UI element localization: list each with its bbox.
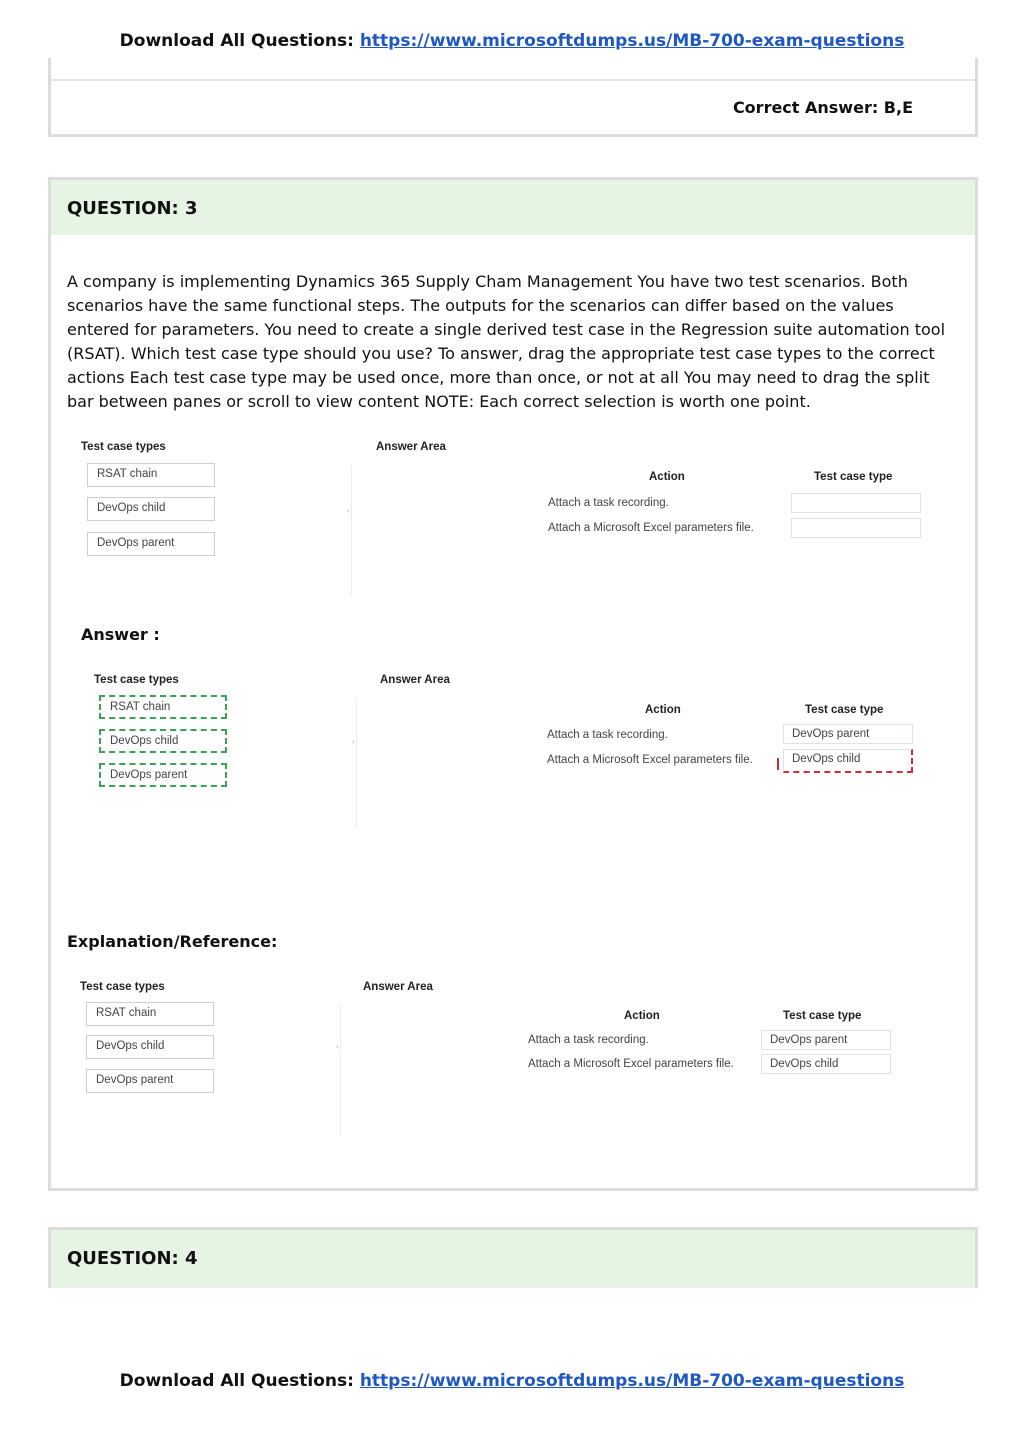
divider [51, 79, 975, 81]
answer-figure [51, 668, 975, 858]
split-grip-icon[interactable]: ‹ [352, 736, 355, 746]
tile-devops-parent[interactable]: DevOps parent [86, 1069, 214, 1093]
download-link[interactable]: https://www.microsoftdumps.us/MB-700-exam-questions [359, 31, 905, 51]
question-3-text: A company is implementing Dynamics 365 Supply Cham Management You have two test scenarios. Both scenarios have the same functional steps. The outputs for the scenarios can differ based on the values entered for parameters. You need to create a single derived test case in the Regression suite automation tool (RSAT). Which test case type should you use? To answer, drag the appropriate test case types to the correct actions Each test case type may be used once, more than once, or not at all You may need to drag the split bar between panes or scroll to view content NOTE: Each correct selection is worth one point. [67, 272, 946, 411]
download-label: Download All Questions: [119, 31, 354, 51]
download-link[interactable]: https://www.microsoftdumps.us/MB-700-exam-questions [359, 1371, 905, 1391]
question-4-card [48, 1227, 978, 1288]
previous-question-tail [48, 58, 978, 137]
explanation-figure [51, 975, 975, 1165]
explanation-slot-1[interactable]: DevOps parent [761, 1030, 891, 1050]
tile-devops-child[interactable]: DevOps child [87, 497, 215, 521]
split-bar[interactable] [351, 465, 352, 595]
type-header: Test case type [783, 1010, 862, 1022]
action-task-recording: Attach a task recording. [528, 1034, 649, 1046]
tile-devops-child[interactable]: DevOps child [86, 1035, 214, 1059]
tile-devops-parent[interactable]: DevOps parent [99, 763, 227, 787]
answer-slot-1[interactable]: DevOps parent [783, 724, 913, 744]
action-header: Action [649, 471, 685, 483]
question-4-title: QUESTION: 4 [51, 1230, 975, 1288]
split-grip-icon[interactable]: ‹ [347, 505, 350, 515]
action-header: Action [645, 704, 681, 716]
explanation-slot-2[interactable]: DevOps child [761, 1054, 891, 1074]
question-3-title: QUESTION: 3 [51, 180, 975, 235]
split-bar[interactable] [356, 698, 357, 828]
explanation-label: Explanation/Reference: [67, 932, 278, 951]
tile-rsat-chain[interactable]: RSAT chain [86, 1002, 214, 1026]
answer-slot-2[interactable]: DevOps child [783, 749, 913, 773]
error-mark [777, 758, 779, 770]
type-header: Test case type [814, 471, 893, 483]
action-task-recording: Attach a task recording. [547, 729, 668, 741]
types-title: Test case types [80, 981, 165, 993]
tile-devops-parent[interactable]: DevOps parent [87, 532, 215, 556]
split-grip-icon[interactable]: ‹ [336, 1041, 339, 1051]
action-excel-file: Attach a Microsoft Excel parameters file. [547, 754, 753, 766]
question-3-card [48, 177, 978, 1191]
download-banner-bottom [0, 1371, 1024, 1391]
action-header: Action [624, 1010, 660, 1022]
split-bar[interactable] [340, 1005, 341, 1135]
tile-rsat-chain[interactable]: RSAT chain [99, 695, 227, 719]
tile-rsat-chain[interactable]: RSAT chain [87, 463, 215, 487]
action-excel-file: Attach a Microsoft Excel parameters file. [528, 1058, 734, 1070]
drop-slot-2[interactable] [791, 518, 921, 538]
download-banner-top [0, 31, 1024, 51]
types-title: Test case types [81, 441, 166, 453]
answer-area-title: Answer Area [376, 441, 446, 453]
action-task-recording: Attach a task recording. [548, 497, 669, 509]
tile-devops-child[interactable]: DevOps child [99, 729, 227, 753]
correct-answer: Correct Answer: B,E [732, 98, 913, 117]
action-excel-file: Attach a Microsoft Excel parameters file. [548, 522, 754, 534]
types-title: Test case types [94, 674, 179, 686]
type-header: Test case type [805, 704, 884, 716]
drop-slot-1[interactable] [791, 493, 921, 513]
download-label: Download All Questions: [119, 1371, 354, 1391]
answer-label: Answer : [81, 625, 160, 644]
answer-area-title: Answer Area [363, 981, 433, 993]
answer-area-title: Answer Area [380, 674, 450, 686]
question-figure [51, 435, 975, 625]
